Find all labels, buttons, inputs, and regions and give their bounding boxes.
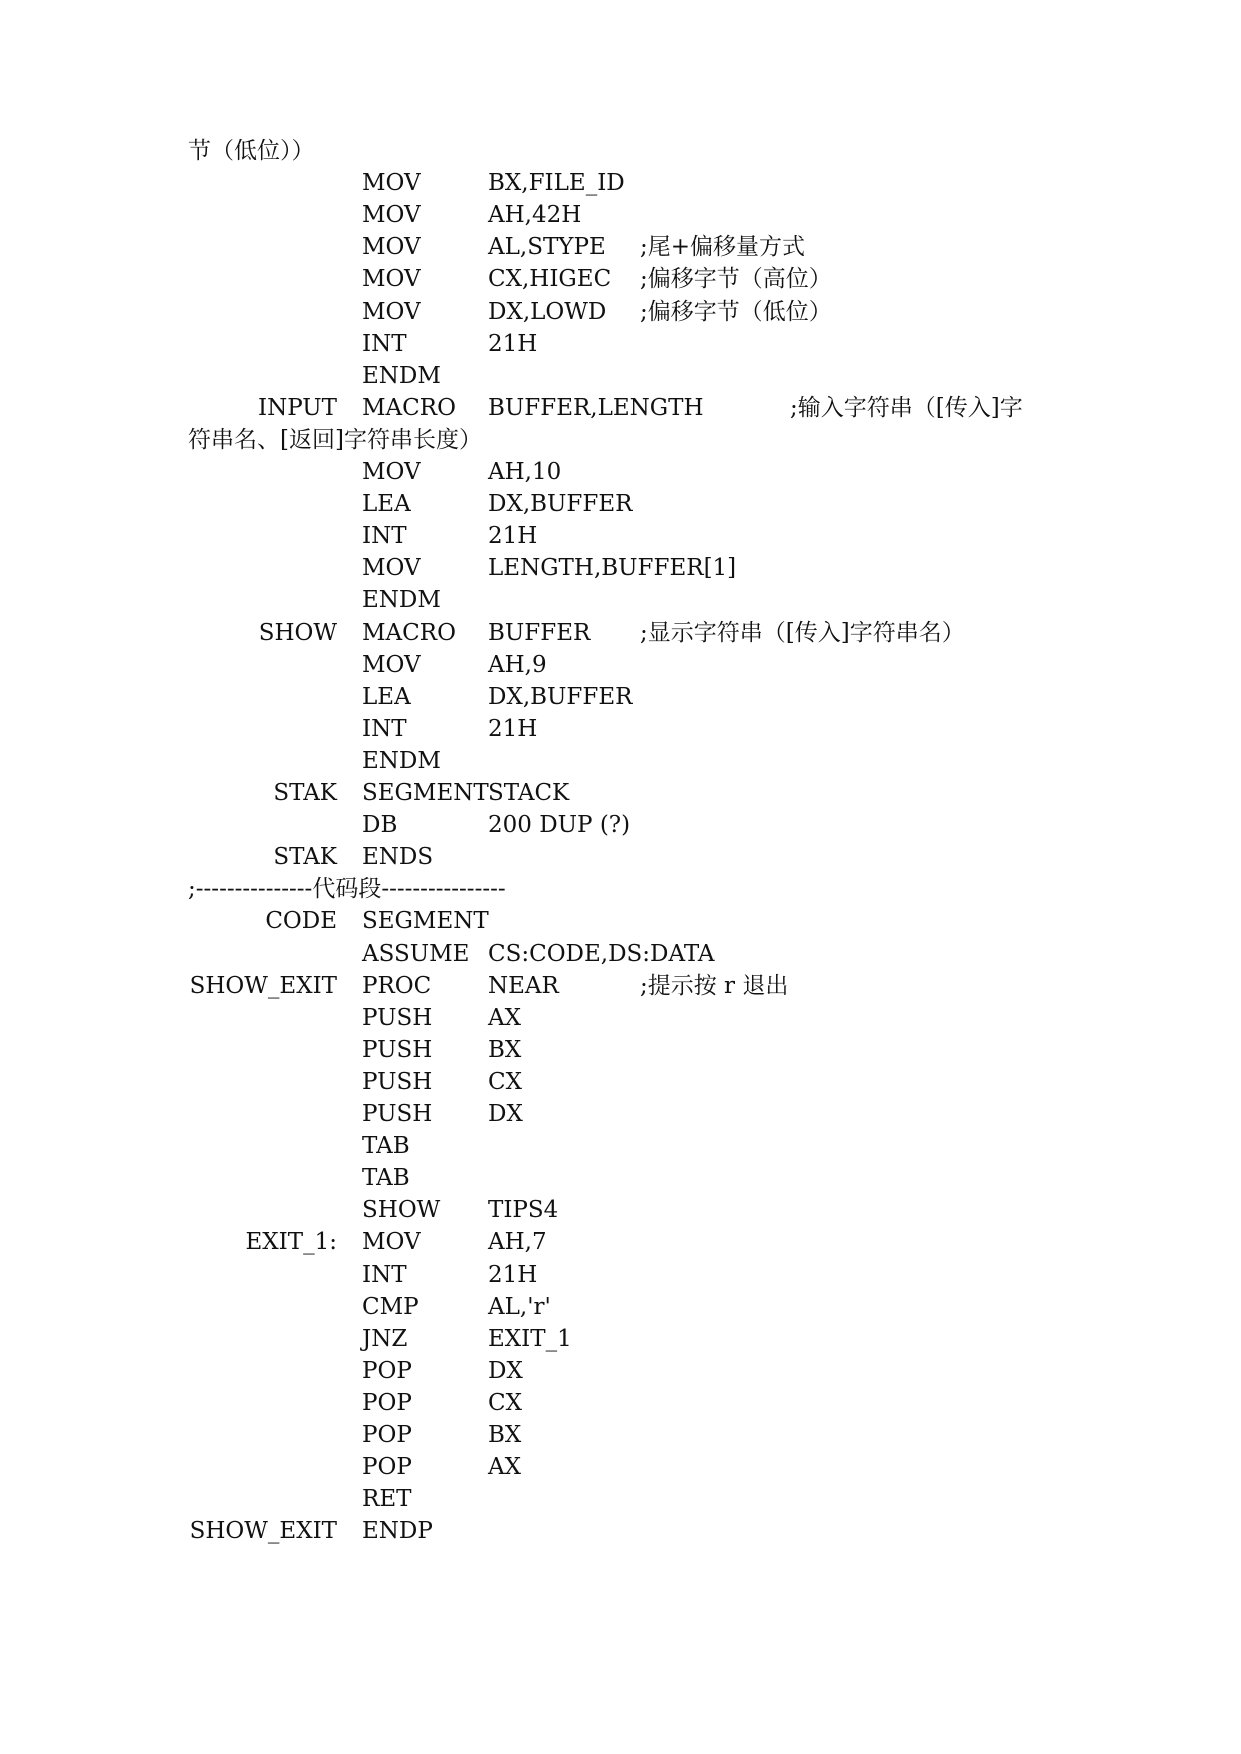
code-line xyxy=(0,424,1241,456)
code-line xyxy=(0,328,1241,360)
code-line xyxy=(0,392,1241,424)
code-label: EXIT_1: xyxy=(245,1229,337,1255)
code-line xyxy=(0,520,1241,552)
code-line xyxy=(0,681,1241,713)
code-mnemonic: INT xyxy=(362,523,407,549)
code-label: STAK xyxy=(273,780,337,806)
code-label: INPUT xyxy=(257,395,337,421)
code-mnemonic: ENDS xyxy=(362,844,434,870)
code-line xyxy=(0,135,1241,167)
code-line xyxy=(0,713,1241,745)
wrapped-text: 节（低位）） xyxy=(188,138,315,164)
code-operand: AH,10 xyxy=(488,459,562,485)
code-comment: ;偏移字节（低位） xyxy=(640,299,832,325)
code-label: SHOW_EXIT xyxy=(189,973,337,999)
code-mnemonic: POP xyxy=(362,1358,412,1384)
code-mnemonic: POP xyxy=(362,1454,412,1480)
code-mnemonic: MOV xyxy=(362,299,421,325)
code-operand: DX xyxy=(488,1101,523,1127)
code-mnemonic: MACRO xyxy=(362,620,456,646)
code-mnemonic: ENDP xyxy=(362,1518,433,1544)
code-mnemonic: LEA xyxy=(362,684,411,710)
code-operand: AX xyxy=(488,1005,521,1031)
code-mnemonic: MOV xyxy=(362,170,421,196)
code-line xyxy=(0,1387,1241,1419)
code-mnemonic: MOV xyxy=(362,234,421,260)
code-mnemonic: DB xyxy=(362,812,398,838)
code-line xyxy=(0,296,1241,328)
code-operand: BX xyxy=(488,1422,522,1448)
code-comment: ;尾+偏移量方式 xyxy=(640,234,806,260)
code-line xyxy=(0,1226,1241,1258)
code-line xyxy=(0,905,1241,937)
code-mnemonic: MOV xyxy=(362,1229,421,1255)
code-mnemonic: PUSH xyxy=(362,1069,433,1095)
code-line xyxy=(0,1323,1241,1355)
code-mnemonic: ENDM xyxy=(362,748,441,774)
code-comment: ;显示字符串（[传入]字符串名） xyxy=(640,620,965,646)
code-mnemonic: TAB xyxy=(362,1133,410,1159)
code-operand: NEAR xyxy=(488,973,559,999)
code-label: STAK xyxy=(273,844,337,870)
code-mnemonic: MOV xyxy=(362,459,421,485)
code-operand: DX,LOWD xyxy=(488,299,607,325)
code-operand: CX xyxy=(488,1069,522,1095)
code-operand: 21H xyxy=(488,1262,538,1288)
code-operand: CX xyxy=(488,1390,522,1416)
code-line xyxy=(0,1002,1241,1034)
code-operand: LENGTH,BUFFER[1] xyxy=(488,555,737,581)
code-operand: 21H xyxy=(488,716,538,742)
code-comment: ;偏移字节（高位） xyxy=(640,266,832,292)
code-line xyxy=(0,360,1241,392)
code-mnemonic: ENDM xyxy=(362,587,441,613)
code-line xyxy=(0,1066,1241,1098)
code-line xyxy=(0,649,1241,681)
code-line xyxy=(0,488,1241,520)
code-mnemonic: MOV xyxy=(362,202,421,228)
code-operand: 21H xyxy=(488,523,538,549)
code-line xyxy=(0,809,1241,841)
code-mnemonic: CMP xyxy=(362,1294,419,1320)
code-mnemonic: MOV xyxy=(362,555,421,581)
code-operand: BX xyxy=(488,1037,522,1063)
code-line xyxy=(0,167,1241,199)
code-operand: 21H xyxy=(488,331,538,357)
code-mnemonic: PUSH xyxy=(362,1101,433,1127)
code-operand: AX xyxy=(488,1454,521,1480)
code-line xyxy=(0,1194,1241,1226)
code-line xyxy=(0,841,1241,873)
code-line xyxy=(0,1483,1241,1515)
code-line xyxy=(0,938,1241,970)
code-mnemonic: PUSH xyxy=(362,1037,433,1063)
code-operand: 200 DUP (?) xyxy=(488,812,631,838)
code-operand: AL,'r' xyxy=(488,1294,551,1320)
code-line xyxy=(0,263,1241,295)
wrapped-text: 符串名、[返回]字符串长度） xyxy=(188,427,482,453)
wrapped-text: ;---------------代码段---------------- xyxy=(188,876,506,902)
code-mnemonic: POP xyxy=(362,1390,412,1416)
code-line xyxy=(0,745,1241,777)
code-line xyxy=(0,1259,1241,1291)
code-mnemonic: RET xyxy=(362,1486,412,1512)
code-operand: BUFFER xyxy=(488,620,591,646)
code-operand: TIPS4 xyxy=(488,1197,559,1223)
code-line xyxy=(0,1451,1241,1483)
code-line xyxy=(0,1130,1241,1162)
code-operand: DX,BUFFER xyxy=(488,684,633,710)
code-operand: EXIT_1 xyxy=(488,1326,572,1352)
code-mnemonic: ASSUME xyxy=(362,941,470,967)
code-mnemonic: SEGMENT xyxy=(362,908,489,934)
code-line xyxy=(0,1515,1241,1547)
code-comment: ;提示按 r 退出 xyxy=(640,973,789,999)
code-mnemonic: PUSH xyxy=(362,1005,433,1031)
code-line xyxy=(0,1291,1241,1323)
code-operand: DX,BUFFER xyxy=(488,491,633,517)
code-mnemonic: MOV xyxy=(362,266,421,292)
code-line xyxy=(0,584,1241,616)
code-line xyxy=(0,1355,1241,1387)
code-mnemonic: POP xyxy=(362,1422,412,1448)
code-label: CODE xyxy=(265,908,337,934)
code-line xyxy=(0,552,1241,584)
code-label: SHOW xyxy=(258,620,337,646)
code-operand: BX,FILE_ID xyxy=(488,170,625,196)
code-mnemonic: SEGMENT xyxy=(362,780,489,806)
code-mnemonic: ENDM xyxy=(362,363,441,389)
code-line xyxy=(0,1419,1241,1451)
code-line xyxy=(0,456,1241,488)
code-mnemonic: MACRO xyxy=(362,395,456,421)
code-mnemonic: INT xyxy=(362,1262,407,1288)
code-line xyxy=(0,777,1241,809)
code-mnemonic: INT xyxy=(362,716,407,742)
code-operand: CS:CODE,DS:DATA xyxy=(488,941,715,967)
code-operand: AL,STYPE xyxy=(488,234,606,260)
code-operand: AH,7 xyxy=(488,1229,547,1255)
code-operand: BUFFER,LENGTH xyxy=(488,395,704,421)
code-line xyxy=(0,1098,1241,1130)
code-mnemonic: LEA xyxy=(362,491,411,517)
code-operand: AH,9 xyxy=(488,652,547,678)
code-line xyxy=(0,970,1241,1002)
code-line xyxy=(0,199,1241,231)
code-operand: CX,HIGEC xyxy=(488,266,612,292)
code-line xyxy=(0,617,1241,649)
code-mnemonic: SHOW xyxy=(362,1197,441,1223)
code-operand: DX xyxy=(488,1358,523,1384)
code-label: SHOW_EXIT xyxy=(189,1518,337,1544)
code-line xyxy=(0,231,1241,263)
code-line xyxy=(0,1162,1241,1194)
code-mnemonic: PROC xyxy=(362,973,432,999)
code-line xyxy=(0,1034,1241,1066)
code-mnemonic: JNZ xyxy=(362,1326,408,1352)
code-operand: STACK xyxy=(488,780,570,806)
code-comment: ;输入字符串（[传入]字 xyxy=(790,395,1023,421)
code-mnemonic: MOV xyxy=(362,652,421,678)
code-mnemonic: INT xyxy=(362,331,407,357)
code-operand: AH,42H xyxy=(488,202,582,228)
code-mnemonic: TAB xyxy=(362,1165,410,1191)
code-line xyxy=(0,873,1241,905)
